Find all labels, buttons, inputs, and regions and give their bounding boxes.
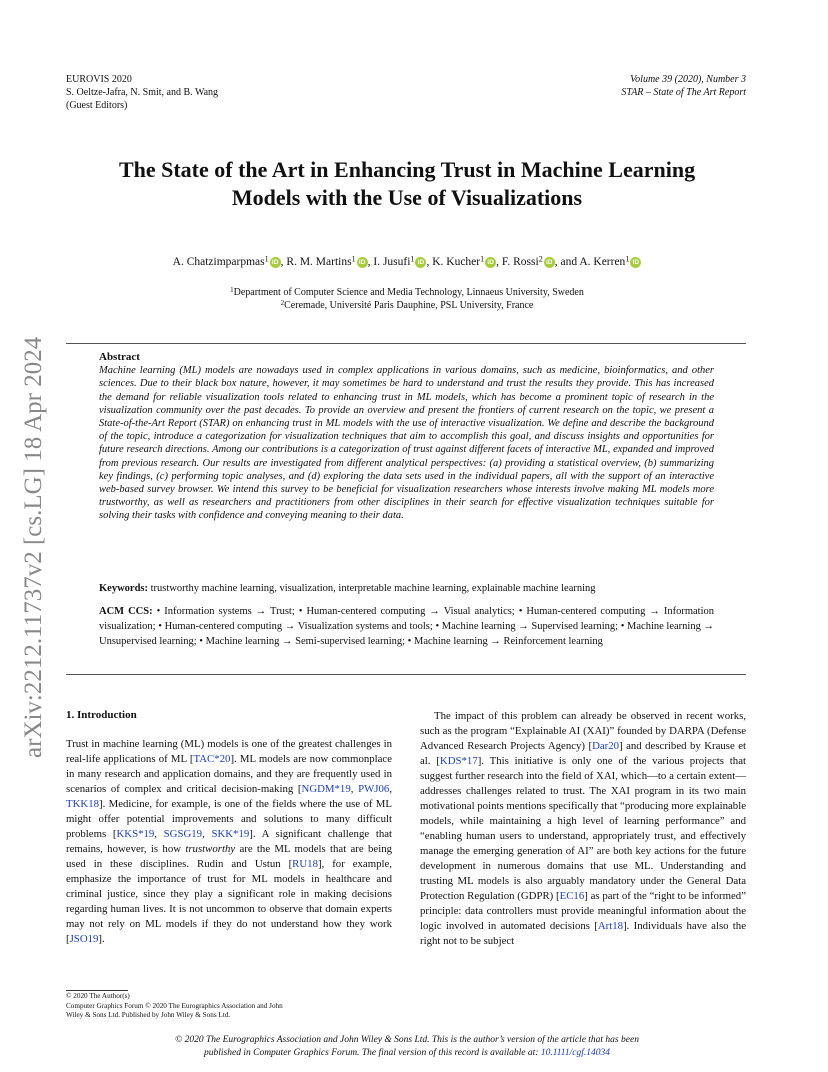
citation-link[interactable]: KDS*17 xyxy=(439,755,478,767)
intro-right-column xyxy=(420,709,746,949)
footnote-line-1: © 2020 The Author(s) xyxy=(66,992,130,1000)
orcid-icon[interactable]: iD xyxy=(357,257,368,268)
volume-info: Volume 39 (2020), Number 3 xyxy=(630,74,746,85)
author-affiliation-mark: 1 xyxy=(351,254,356,264)
affiliation-1: $^1$Department of Computer Science and Media Technology, Linnaeus University, Sweden xyxy=(230,285,584,298)
footnote-rule xyxy=(66,990,128,991)
author-name: I. Jusufi xyxy=(373,256,411,268)
footnote-line-3: Wiley & Sons Ltd. Published by John Wiley & Sons Ltd. xyxy=(66,1011,231,1019)
bottom-divider xyxy=(66,674,746,675)
emphasis-text: trustworthy xyxy=(185,843,236,855)
intro-paragraph-2 xyxy=(420,709,746,949)
body-text: ]. A significant challenge that remains, however, is how xyxy=(66,828,393,855)
notice-line-2: published in Computer Graphics Forum. The final version of this record is available at: 10.1111/cgf.14034 xyxy=(204,1047,610,1058)
author-affiliation-mark: 2 xyxy=(538,254,543,264)
acm-ccs xyxy=(99,604,714,649)
header-right xyxy=(621,73,746,99)
abstract-heading: Abstract xyxy=(99,351,140,363)
orcid-icon[interactable]: iD xyxy=(415,257,426,268)
orcid-icon[interactable]: iD xyxy=(630,257,641,268)
author-separator: , xyxy=(496,256,502,268)
doi-link[interactable]: 10.1111/cgf.14034 xyxy=(540,1047,610,1058)
top-divider xyxy=(66,343,746,344)
acm-text: • Information systems → Trust; • Human-centered computing → Visual analytics; • Human-centered computing → Information visualization; • Human-centered computing → Visualization systems and tools; • Machine learning → Supervised learning; • Machine learning → Unsupervised learning; • Machine learning → Semi-supervised learning; • Machine learning → Reinforcement learning xyxy=(99,606,715,647)
citation-link[interactable]: SKK*19 xyxy=(211,828,250,840)
author-separator: , and xyxy=(554,256,580,268)
citation-link[interactable]: SGSG19 xyxy=(163,828,203,840)
citation-link[interactable]: Dar20 xyxy=(592,740,620,752)
citation-link[interactable]: TAC*20 xyxy=(193,753,231,765)
paper-title xyxy=(66,156,748,212)
publication-notice xyxy=(66,1034,748,1059)
guest-editors: S. Oeltze-Jafra, N. Smit, and B. Wang xyxy=(66,87,219,98)
author-name: A. Chatzimparpmas xyxy=(172,256,265,268)
author-affiliation-mark: 1 xyxy=(625,254,630,264)
body-text: ] and described by Krause et al. [ xyxy=(420,740,747,767)
author-affiliation-mark: 1 xyxy=(410,254,415,264)
section-heading: 1. Introduction xyxy=(66,709,137,721)
guest-editors-note: (Guest Editors) xyxy=(66,100,128,111)
acm-label: ACM CCS: xyxy=(99,606,153,617)
abstract xyxy=(99,351,714,523)
orcid-icon[interactable]: iD xyxy=(544,257,555,268)
author-separator: , xyxy=(280,256,287,268)
author-name: F. Rossi xyxy=(501,256,539,268)
body-text: , xyxy=(389,783,393,795)
body-text: , xyxy=(154,828,164,840)
keywords-label: Keywords: xyxy=(99,583,148,594)
header-left xyxy=(66,73,218,112)
body-text: ]. Individuals have also the right not to be subject xyxy=(420,920,746,947)
author-name: K. Kucher xyxy=(432,256,481,268)
author-affiliation-mark: 1 xyxy=(264,254,269,264)
title-line-1: The State of the Art in Enhancing Trust in Machine Learning xyxy=(118,157,696,182)
author-separator: , xyxy=(426,256,433,268)
intro-paragraph-1 xyxy=(66,737,392,947)
body-text: The impact of this problem can already be observed in recent works, such as the program “Explainable AI (XAI)” founded by DARPA (Defense Advanced Research Projects Agency) [ xyxy=(420,710,746,752)
author-name: A. Kerren xyxy=(579,256,626,268)
citation-link[interactable]: JSO19 xyxy=(69,933,99,945)
arxiv-stamp: arXiv:2212.11737v2 [cs.LG] 18 Apr 2024 xyxy=(20,336,47,758)
body-text: ]. xyxy=(98,933,105,945)
body-text: are the ML models that are being used in these disciplines. Rudin and Ustun [ xyxy=(66,843,392,870)
keywords-text: trustworthy machine learning, visualization, interpretable machine learning, explainable machine learning xyxy=(148,583,596,594)
body-text: ]. This initiative is only one of the various projects that suggest further research into the field of XAI, which—to a certain extent—addresses challenges related to trust. The XAI program in its two main motivational points mentions specifically that “producing more explainable models, while maintaining a high level of learning performance” and “enabling human users to understand, appropriately trust, and effectively manage the emerging generation of AI” are both key actions for the future development in numerous domains that use ML. Understanding and trusting ML models is also arguably mandatory under the General Data Protection Regulation (GDPR) [ xyxy=(420,755,746,902)
affiliation-2: $^2$Ceremade, Université Paris Dauphine, PSL University, France xyxy=(280,298,534,311)
author-affiliation-mark: 1 xyxy=(480,254,485,264)
notice-line-1: © 2020 The Eurographics Association and John Wiley & Sons Ltd. This is the author’s version of the article that has been xyxy=(175,1035,639,1045)
intro-left-column xyxy=(66,708,392,947)
body-text: ]. ML models are now commonplace in many research and application domains, and they are frequently used in scenarios of complex and critical decision-making [ xyxy=(66,753,393,795)
conference-name: EUROVIS 2020 xyxy=(66,74,132,85)
body-text: ] as part of the “right to be informed” principle: data controllers must provide meaningful information about the logic involved in automated decisions [ xyxy=(420,890,746,932)
copyright-footnote xyxy=(66,992,326,1021)
citation-link[interactable]: TKK18 xyxy=(66,798,99,810)
body-text: , xyxy=(350,783,359,795)
author-separator: , xyxy=(367,256,374,268)
citation-link[interactable]: EC16 xyxy=(559,890,585,902)
orcid-icon[interactable]: iD xyxy=(270,257,281,268)
body-text: ]. Medicine, for example, is one of the fields where the use of ML might offer potential improvements and solutions to many difficult problems [ xyxy=(66,798,392,840)
citation-link[interactable]: KKS*19 xyxy=(116,828,155,840)
citation-link[interactable]: NGDM*19 xyxy=(301,783,351,795)
citation-link[interactable]: PWJ06 xyxy=(358,783,390,795)
title-line-2: Models with the Use of Visualizations xyxy=(231,185,583,210)
keywords xyxy=(99,582,714,595)
footnote-line-2: Computer Graphics Forum © 2020 The Eurographics Association and John xyxy=(66,1001,283,1010)
abstract-text: Machine learning (ML) models are nowadays used in complex applications in various domains, such as medicine, bioinformatics, and other sciences. Due to their black box nature, however, it may sometimes be hard to understand and trust the results they provide. This has increased the demand for reliable visualization tools related to enhancing trust in ML models, which has become a prominent topic of research in the visualization community over the past decades. To provide an overview and present the frontiers of current research on the topic, we present a State-of-the-Art Report (STAR) on enhancing trust in ML models with the use of interactive visualization. We define and describe the background of the topic, introduce a categorization for visualization techniques that aim to accomplish this goal, and discuss insights and opportunities for future research directions. Among our contributions is a categorization of trust against different facets of interactive ML, expanded and improved from previous research. Our results are investigated from different analytical perspectives: (a) providing a statistical overview, (b) summarizing key findings, (c) performing topic analyses, and (d) exploring the data sets used in the individual papers, all with the support of an interactive web-based survey browser. We intend this survey to be beneficial for visualization researchers whose interests involve making ML models more trustworthy, as well as researchers and practitioners from other disciplines in their search for effective visualization techniques suitable for solving their tasks with confidence and conveying meaning to their data. xyxy=(99,365,714,522)
author-name: R. M. Martins xyxy=(286,256,352,268)
body-text: ], for example, emphasize the importance of trust for ML models in healthcare and criminal justice, since they play a significant role in making decisions regarding human lives. It is not uncommon to observe that domain experts may not rely on ML models if they do not understand how they work [ xyxy=(66,858,392,945)
report-type: STAR – State of The Art Report xyxy=(621,87,746,98)
body-text: , xyxy=(202,828,212,840)
citation-link[interactable]: Art18 xyxy=(597,920,624,932)
citation-link[interactable]: RU18 xyxy=(292,858,318,870)
affiliations xyxy=(66,286,748,312)
body-text: Trust in machine learning (ML) models is one of the greatest challenges in real-life applications of ML [ xyxy=(66,738,392,765)
orcid-icon[interactable]: iD xyxy=(485,257,496,268)
author-list xyxy=(66,256,748,268)
